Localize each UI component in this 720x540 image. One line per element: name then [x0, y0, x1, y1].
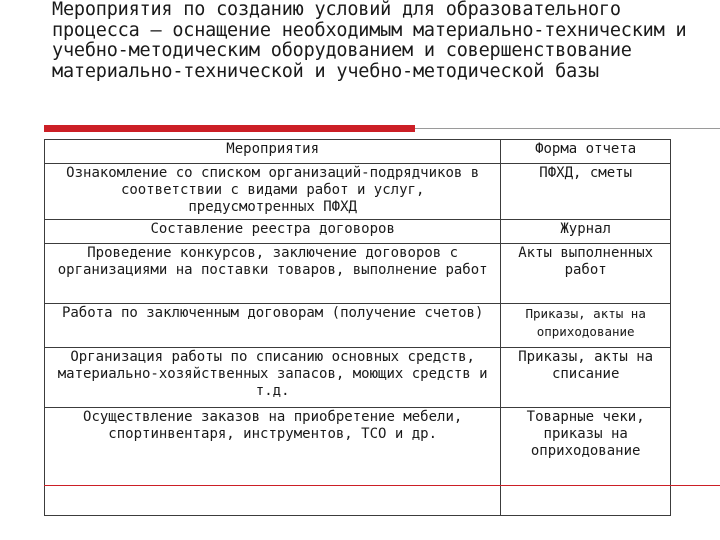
slide-title: Мероприятия по созданию условий для образовательного процесса – оснащение необходимым материально-техническим и учебно-методическим оборудованием и совершенствование материально-технической и учебно-методической базы: [52, 0, 687, 82]
table-row: [45, 408, 671, 516]
report-cell: ПФХД, сметы: [501, 164, 671, 220]
header-report-form: Форма отчета: [501, 140, 671, 164]
activity-cell: Осуществление заказов на приобретение мебели, спортинвентаря, инструментов, ТСО и др.: [45, 408, 501, 516]
table-row: [45, 304, 671, 348]
report-table: [44, 139, 671, 516]
activity-cell: Ознакомление со списком организаций-подрядчиков в соответствии с видами работ и услуг, предусмотренных ПФХД: [45, 164, 501, 220]
table-row: [45, 164, 671, 220]
title-accent-bar: [44, 125, 415, 132]
header-activity: Мероприятия: [45, 140, 501, 164]
activity-cell: Проведение конкурсов, заключение договоров с организациями на поставки товаров, выполнение работ: [45, 244, 501, 304]
report-cell: Приказы, акты на списание: [501, 348, 671, 408]
table-row: [45, 348, 671, 408]
report-cell: Акты выполненных работ: [501, 244, 671, 304]
table-header-row: [45, 140, 671, 164]
table-row: [45, 244, 671, 304]
table-row: [45, 220, 671, 244]
report-cell: Товарные чеки, приказы на оприходование: [501, 408, 671, 516]
activity-cell: Работа по заключенным договорам (получение счетов): [45, 304, 501, 348]
report-cell: Приказы, акты на оприходование: [501, 304, 671, 348]
activity-cell: Составление реестра договоров: [45, 220, 501, 244]
bottom-accent-line: [44, 485, 720, 486]
report-cell: Журнал: [501, 220, 671, 244]
activity-cell: Организация работы по списанию основных средств, материально-хозяйственных запасов, моющих средств и т.д.: [45, 348, 501, 408]
